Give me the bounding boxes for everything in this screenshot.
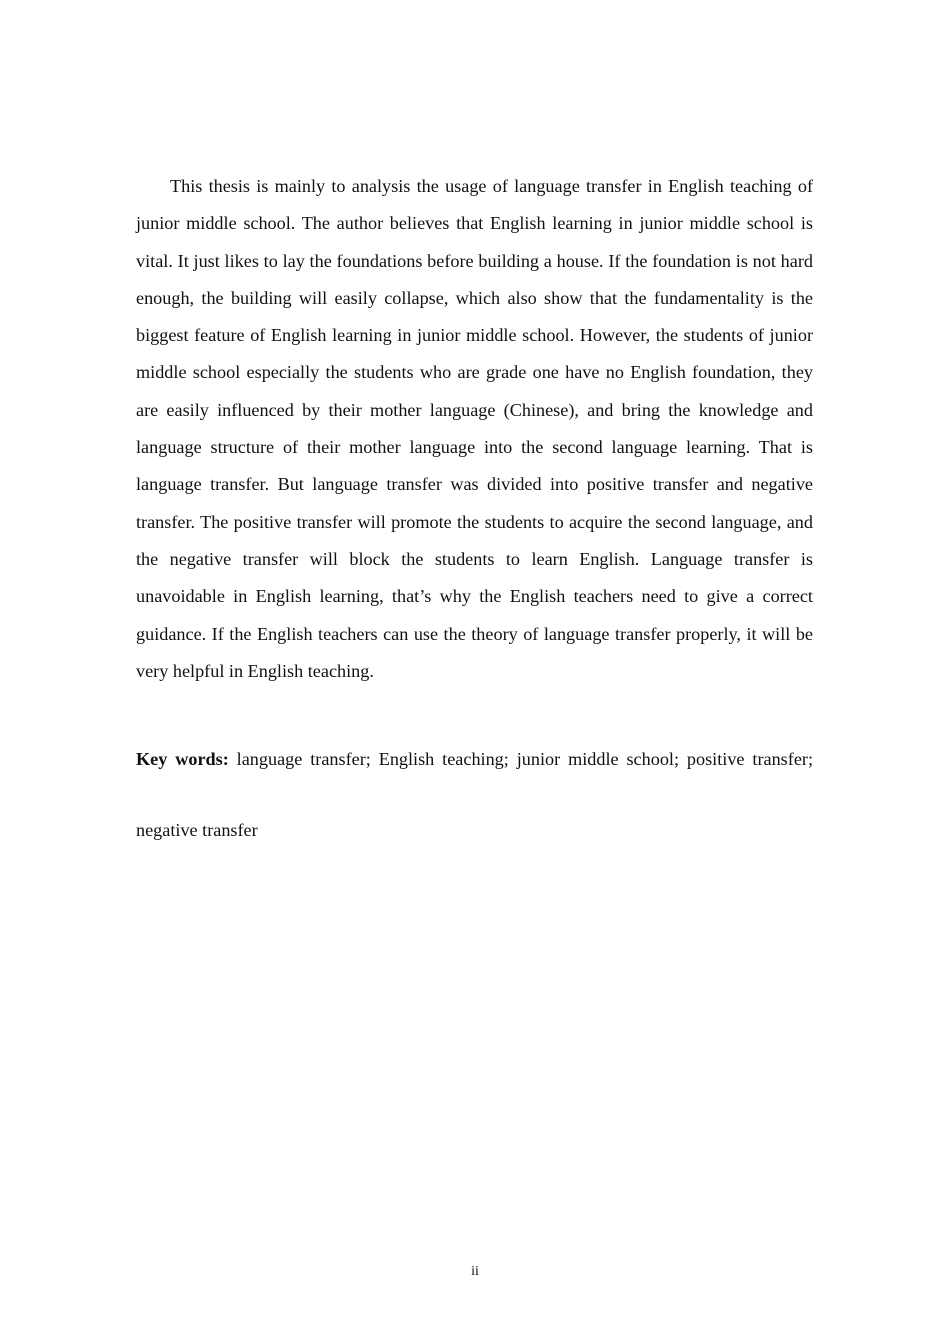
keywords-text: language transfer; English teaching; junior middle school; positive transfer; negative transfer (136, 749, 813, 840)
page-number: ii (471, 1264, 479, 1279)
abstract-paragraph: This thesis is mainly to analysis the usage of language transfer in English teaching of junior middle school. The author believes that English learning in junior middle school is vital. It just likes to lay the foundations before building a house. If the foundation is not hard enough, the building will easily collapse, which also show that the fundamentality is the biggest feature of English learning in junior middle school. However, the students of junior middle school especially the students who are grade one have no English foundation, they are easily influenced by their mother language (Chinese), and bring the knowledge and language structure of their mother language into the second language learning. That is language transfer. But language transfer was divided into positive transfer and negative transfer. The positive transfer will promote the students to acquire the second language, and the negative transfer will block the students to learn English. Language transfer is unavoidable in English learning, that’s why the English teachers need to give a correct guidance. If the English teachers can use the theory of language transfer properly, it will be very helpful in English teaching. (136, 176, 813, 681)
keywords-line (136, 724, 813, 866)
keywords-label: Key words: (136, 749, 229, 769)
